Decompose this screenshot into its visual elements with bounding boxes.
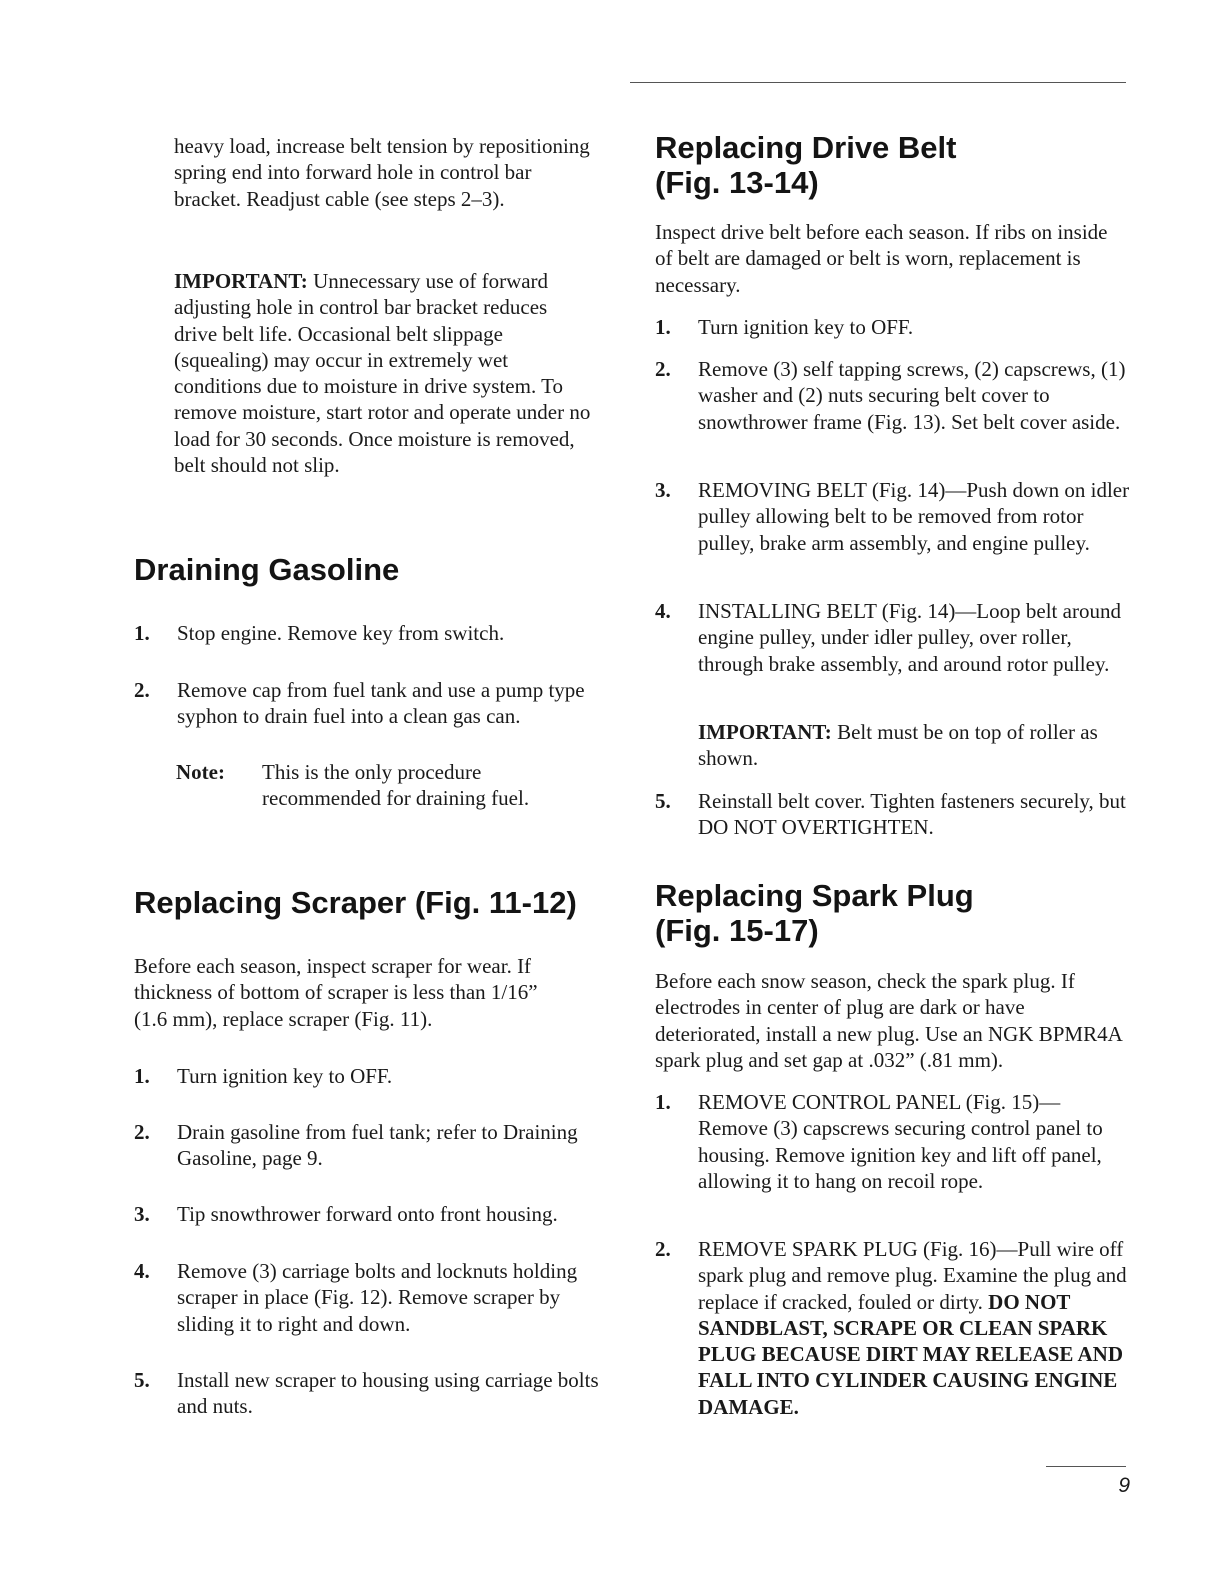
important-note-forward-hole xyxy=(174,268,614,478)
scraper-step-1: 1. Turn ignition key to OFF. xyxy=(134,1064,393,1088)
drive-belt-step-4: 4. INSTALLING BELT (Fig. 14)—Loop belt around engine pulley, under idler pulley, over roller, through brake assembly, and around rotor pulley. xyxy=(655,599,1121,676)
important-label: IMPORTANT: xyxy=(698,720,832,744)
spark-plug-step-2: 2. REMOVE SPARK PLUG (Fig. 16)—Pull wire off spark plug and remove plug. Examine the plug and replace if cracked, fouled or dirty. DO NOT SANDBLAST, SCRAPE OR CLEAN SPARK PLUG BECAUSE DIRT MAY RELEASE AND FALL INTO CYLINDER CAUSING ENGINE DAMAGE. xyxy=(655,1237,1127,1419)
drive-belt-step-2: 2. Remove (3) self tapping screws, (2) capscrews, (1) washer and (2) nuts securing belt cover to snowthrower frame (Fig. 13). Set belt cover aside. xyxy=(655,357,1126,434)
spark-plug-step-1: 1. REMOVE CONTROL PANEL (Fig. 15)—Remove (3) capscrews securing control panel to housing. Remove ignition key and lift off panel, allowing it to hang on recoil rope. xyxy=(655,1090,1103,1193)
page-number: 9 xyxy=(1118,1474,1130,1497)
draining-step-2: 2. Remove cap from fuel tank and use a pump type syphon to drain fuel into a clean gas can. xyxy=(134,678,585,729)
spark-plug-intro: Before each snow season, check the spark plug. If electrodes in center of plug are dark or have deteriorated, install a new plug. Use an NGK BPMR4A spark plug and set gap at .032” (.81 mm). xyxy=(655,969,1122,1072)
scraper-step-3: 3. Tip snowthrower forward onto front housing. xyxy=(134,1202,558,1226)
important-text: Belt must be on top of roller as shown. xyxy=(698,720,1098,771)
drive-belt-intro: Inspect drive belt before each season. If ribs on inside of belt are damaged or belt is worn, replacement is necessary. xyxy=(655,220,1108,297)
draining-note: Note: This is the only procedure recommended for draining fuel. xyxy=(176,760,530,811)
scraper-step-4: 4. Remove (3) carriage bolts and locknuts holding scraper in place (Fig. 12). Remove scraper by sliding it to right and down. xyxy=(134,1259,578,1336)
scraper-step-2: 2. Drain gasoline from fuel tank; refer to Draining Gasoline, page 9. xyxy=(134,1120,578,1171)
footer-rule xyxy=(1046,1466,1126,1467)
draining-gasoline-heading: Draining Gasoline xyxy=(134,552,400,587)
replacing-scraper-heading: Replacing Scraper (Fig. 11-12) xyxy=(134,885,577,920)
drive-belt-step-1: 1. Turn ignition key to OFF. xyxy=(655,315,914,339)
replacing-drive-belt-heading: Replacing Drive Belt (Fig. 13-14) xyxy=(655,130,957,200)
important-text: Unnecessary use of forward adjusting hole in control bar bracket reduces drive belt life. Occasional belt slippage (squealing) may occur in extremely wet conditions due to moisture in drive system. To remove moisture, start rotor and operate under no load for 30 seconds. Once moisture is removed, belt should not slip. xyxy=(174,269,591,478)
scraper-step-5: 5. Install new scraper to housing using carriage bolts and nuts. xyxy=(134,1368,599,1419)
important-label: IMPORTANT: xyxy=(174,269,308,293)
spark-plug-warning: DO NOT SANDBLAST, SCRAPE OR CLEAN SPARK PLUG BECAUSE DIRT MAY RELEASE AND FALL INTO CYLINDER CAUSING ENGINE DAMAGE. xyxy=(698,1289,1123,1419)
scraper-intro: Before each season, inspect scraper for wear. If thickness of bottom of scraper is less than 1/16” (1.6 mm), replace scraper (Fig. 11). xyxy=(134,954,538,1031)
intro-paragraph: heavy load, increase belt tension by repositioning spring end into forward hole in control bar bracket. Readjust cable (see steps 2–3). xyxy=(174,134,590,211)
draining-step-1: 1. Stop engine. Remove key from switch. xyxy=(134,621,505,645)
drive-belt-important xyxy=(698,719,1130,772)
replacing-spark-plug-heading: Replacing Spark Plug (Fig. 15-17) xyxy=(655,878,974,948)
drive-belt-step-5: 5. Reinstall belt cover. Tighten fasteners securely, but DO NOT OVERTIGHTEN. xyxy=(655,789,1126,840)
header-rule xyxy=(630,82,1126,83)
drive-belt-step-3: 3. REMOVING BELT (Fig. 14)—Push down on idler pulley allowing belt to be removed from rotor pulley, brake arm assembly, and engine pulley. xyxy=(655,478,1130,555)
